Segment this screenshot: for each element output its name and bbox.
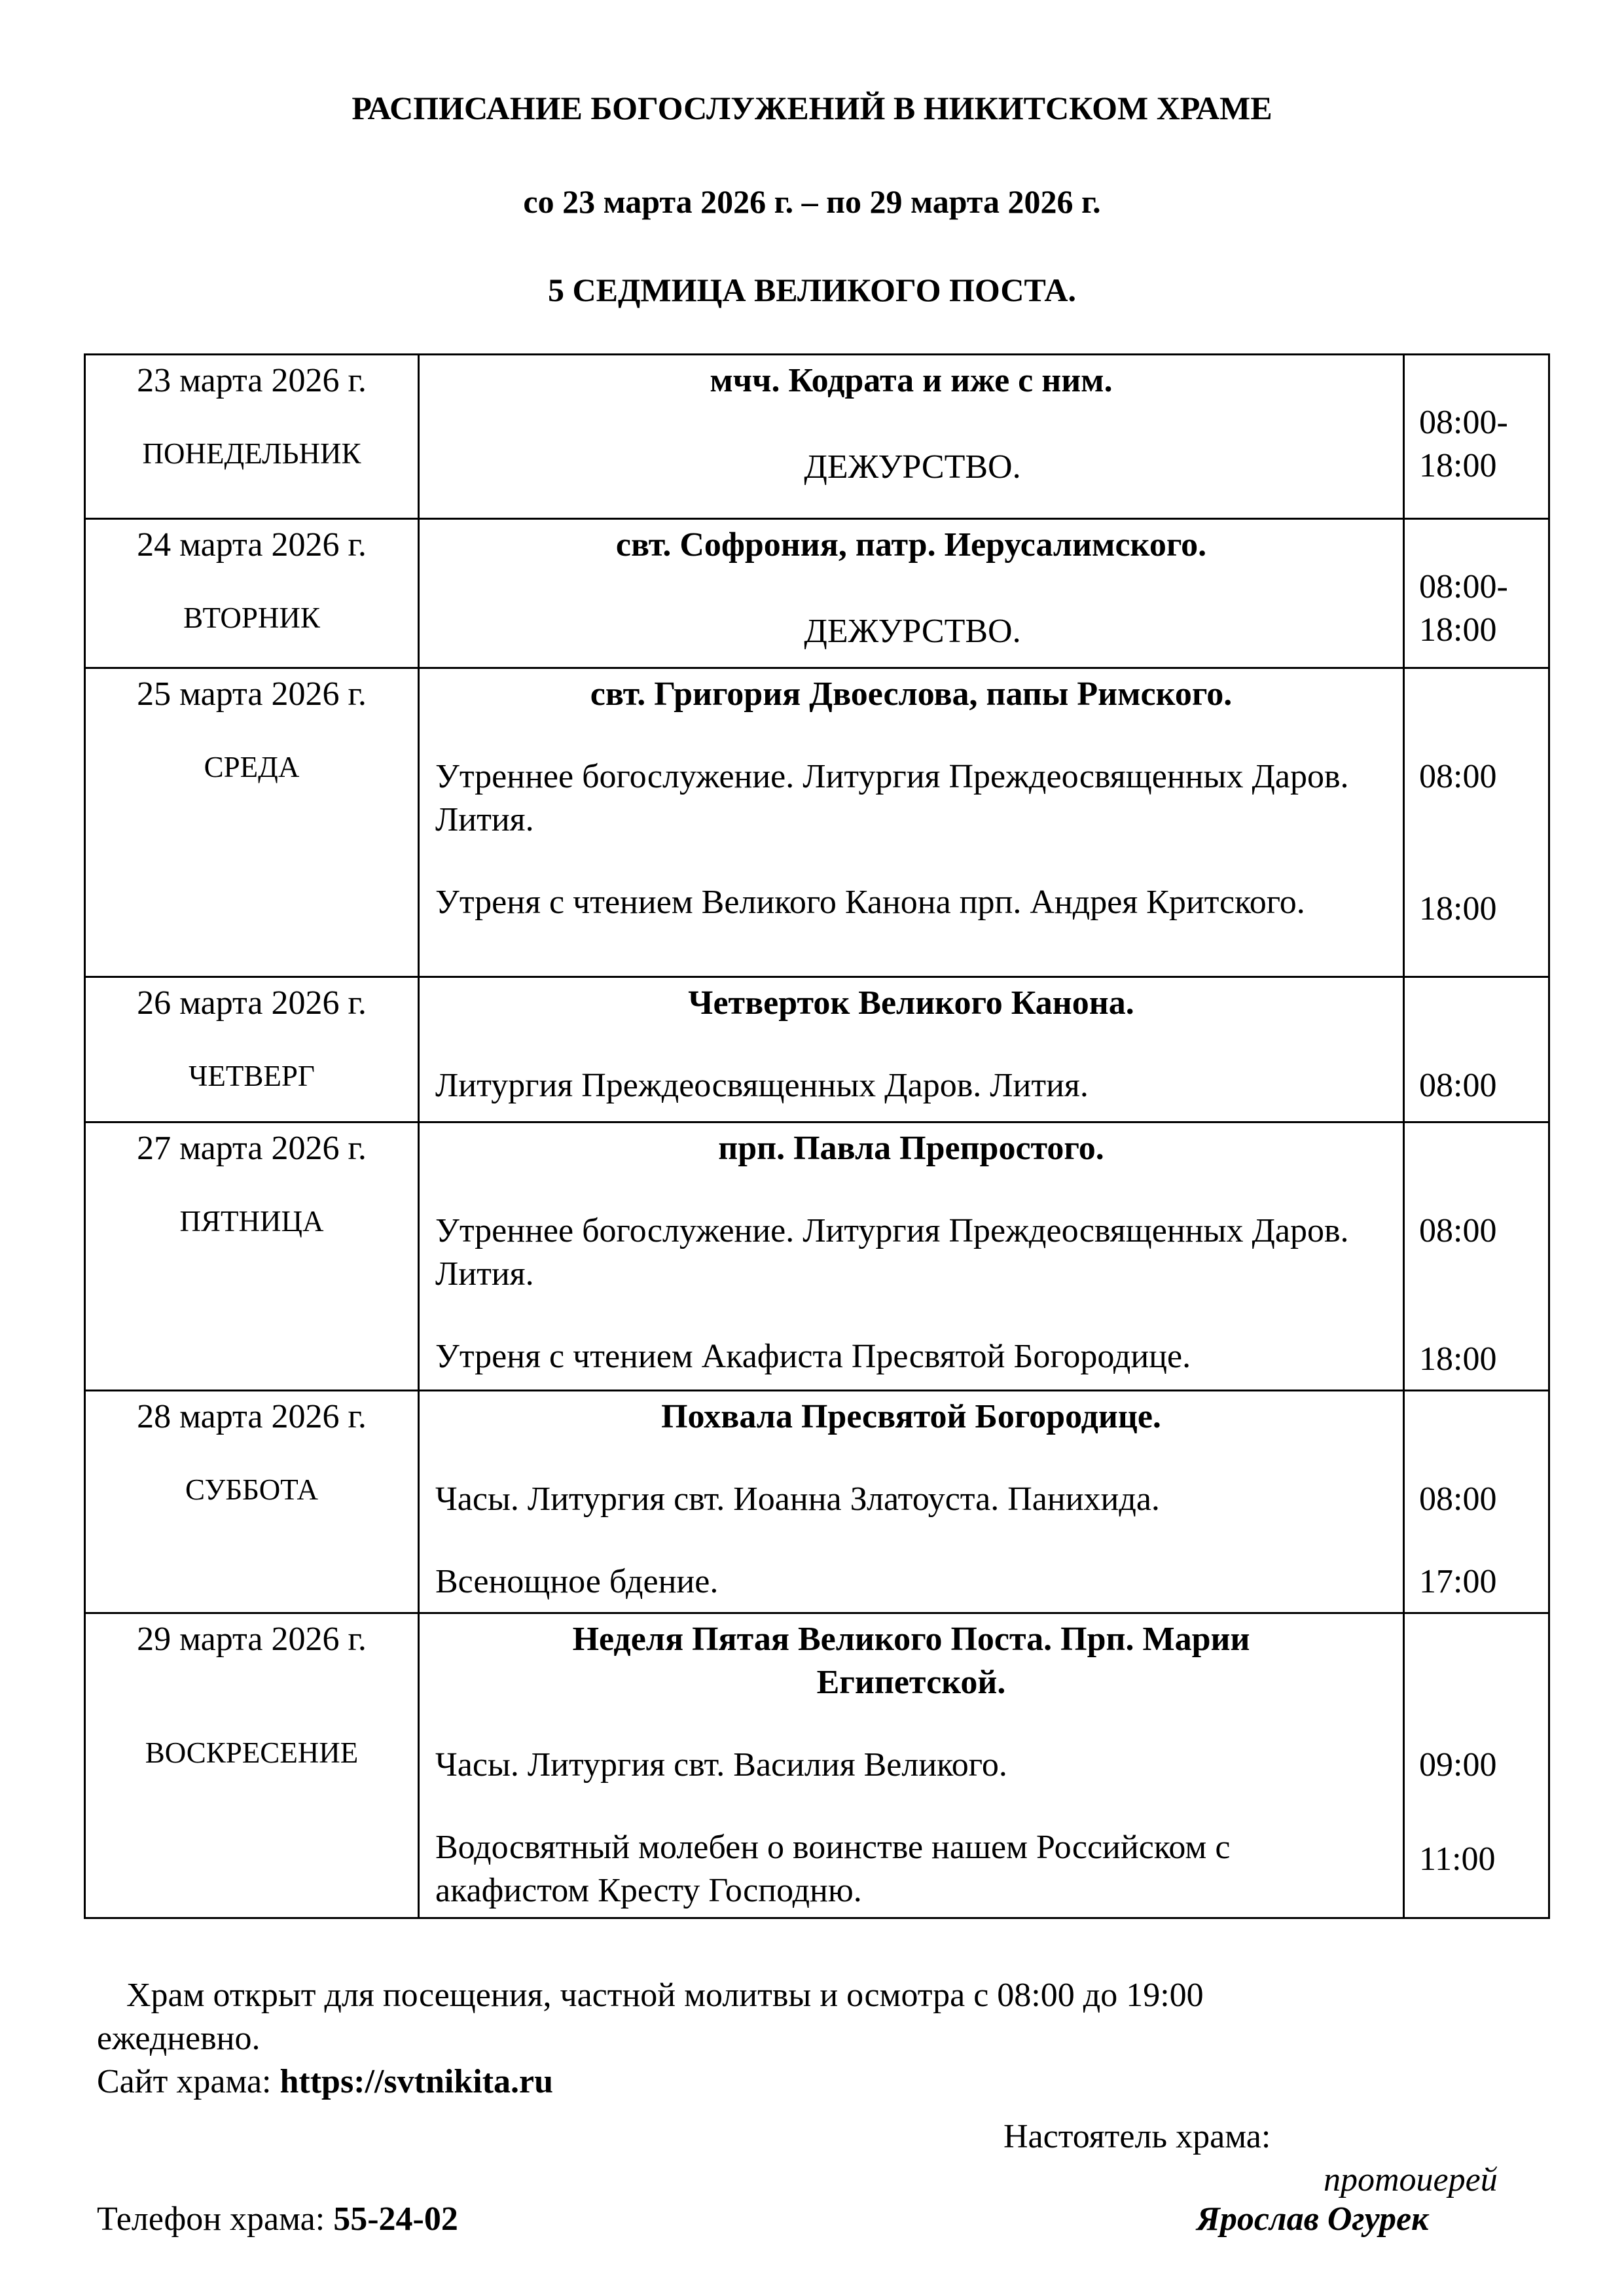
- day-weekday: СУББОТА: [185, 1473, 318, 1506]
- table-row: [85, 1391, 1549, 1613]
- time-cell: [1404, 1122, 1549, 1391]
- feast-title: свт. Григория Двоеслова, папы Римского.: [590, 675, 1233, 713]
- service-time: 08:00-18:00: [1419, 404, 1508, 484]
- service-text: Утреннее богослужение. Литургия Преждеосвященных Даров. Лития.: [435, 758, 1349, 838]
- week-title: 5 СЕДМИЦА ВЕЛИКОГО ПОСТА.: [548, 272, 1076, 308]
- date-cell: [85, 1391, 419, 1613]
- time-cell: [1404, 355, 1549, 519]
- service-time: 11:00: [1419, 1840, 1496, 1878]
- service-cell: [419, 668, 1404, 977]
- table-row: [85, 977, 1549, 1122]
- date-cell: [85, 519, 419, 668]
- service-time: 08:00: [1419, 758, 1497, 795]
- time-cell: [1404, 519, 1549, 668]
- table-row: [85, 668, 1549, 977]
- date-cell: [85, 1122, 419, 1391]
- service-time: 09:00: [1419, 1746, 1497, 1784]
- day-weekday: ПОНЕДЕЛЬНИК: [142, 437, 361, 470]
- feast-title: Неделя Пятая Великого Поста. Прп. Марии Египетской.: [572, 1621, 1250, 1701]
- schedule-table: [84, 353, 1550, 1919]
- service-cell: [419, 519, 1404, 668]
- service-text: Литургия Преждеосвященных Даров. Лития.: [435, 1067, 1089, 1104]
- service-cell: [419, 1122, 1404, 1391]
- rector-label: Настоятель храма:: [1003, 2118, 1271, 2155]
- feast-title: мчч. Кодрата и иже с ним.: [710, 362, 1113, 399]
- page-title: РАСПИСАНИЕ БОГОСЛУЖЕНИЙ В НИКИТСКОМ ХРАМЕ: [352, 90, 1272, 126]
- service-text: Утреннее богослужение. Литургия Преждеосвященных Даров. Лития.: [435, 1212, 1349, 1293]
- open-hours-text-2: ежедневно.: [97, 2020, 261, 2057]
- day-date: 28 марта 2026 г.: [137, 1398, 367, 1435]
- day-date: 23 марта 2026 г.: [137, 362, 367, 399]
- day-weekday: ЧЕТВЕРГ: [189, 1060, 315, 1092]
- service-time: 18:00: [1419, 1340, 1497, 1378]
- date-cell: [85, 1613, 419, 1918]
- service-text: Водосвятный молебен о воинстве нашем Российском с акафистом Кресту Господню.: [435, 1829, 1231, 1909]
- date-cell: [85, 977, 419, 1122]
- feast-title: свт. Софрония, патр. Иерусалимского.: [615, 526, 1207, 564]
- time-cell: [1404, 1613, 1549, 1918]
- service-time: 08:00: [1419, 1480, 1497, 1518]
- day-date: 25 марта 2026 г.: [137, 675, 367, 713]
- day-date: 24 марта 2026 г.: [137, 526, 367, 564]
- service-time: 08:00: [1419, 1212, 1497, 1249]
- open-hours-text: Храм открыт для посещения, частной молитвы и осмотра с 08:00 до 19:00: [126, 1977, 1204, 2014]
- service-cell: [419, 1613, 1404, 1918]
- service-text: Всенощное бдение.: [435, 1563, 719, 1600]
- service-text: ДЕЖУРСТВО.: [804, 448, 1021, 486]
- phone-line: [97, 2199, 458, 2240]
- service-text: ДЕЖУРСТВО.: [804, 613, 1021, 650]
- service-text: Утреня с чтением Великого Канона прп. Андрея Критского.: [435, 884, 1305, 921]
- date-cell: [85, 668, 419, 977]
- day-date: 26 марта 2026 г.: [137, 984, 367, 1022]
- service-time: 18:00: [1419, 890, 1497, 927]
- service-time: 17:00: [1419, 1563, 1497, 1600]
- day-weekday: ПЯТНИЦА: [179, 1205, 324, 1238]
- service-time: 08:00: [1419, 1067, 1497, 1104]
- rector-name: Ярослав Огурек: [1197, 2200, 1429, 2238]
- feast-title: Четверток Великого Канона.: [688, 984, 1134, 1022]
- table-row: [85, 355, 1549, 519]
- rector-rank: протоиерей: [1324, 2161, 1498, 2198]
- day-weekday: ВТОРНИК: [183, 601, 320, 634]
- table-row: [85, 519, 1549, 668]
- service-time: 08:00-18:00: [1419, 568, 1508, 649]
- time-cell: [1404, 977, 1549, 1122]
- service-cell: [419, 977, 1404, 1122]
- service-cell: [419, 1391, 1404, 1613]
- day-weekday: СРЕДА: [204, 751, 300, 783]
- day-date: 29 марта 2026 г.: [137, 1621, 367, 1658]
- schedule-period: со 23 марта 2026 г. – по 29 марта 2026 г.: [523, 183, 1101, 220]
- service-text: Часы. Литургия свт. Иоанна Златоуста. Панихида.: [435, 1480, 1160, 1518]
- day-date: 27 марта 2026 г.: [137, 1130, 367, 1167]
- table-row: [85, 1613, 1549, 1918]
- site-label: Сайт храма:: [97, 2063, 280, 2100]
- table-row: [85, 1122, 1549, 1391]
- feast-title: Похвала Пресвятой Богородице.: [661, 1398, 1161, 1435]
- service-text: Часы. Литургия свт. Василия Великого.: [435, 1746, 1007, 1784]
- day-weekday: ВОСКРЕСЕНИЕ: [145, 1736, 359, 1769]
- phone-label: Телефон храма:: [97, 2200, 334, 2238]
- date-cell: [85, 355, 419, 519]
- site-line: [97, 2062, 553, 2102]
- service-cell: [419, 355, 1404, 519]
- feast-title: прп. Павла Препростого.: [718, 1130, 1104, 1167]
- phone-number[interactable]: 55-24-02: [333, 2200, 458, 2238]
- time-cell: [1404, 668, 1549, 977]
- service-text: Утреня с чтением Акафиста Пресвятой Богородице.: [435, 1338, 1191, 1375]
- time-cell: [1404, 1391, 1549, 1613]
- site-url[interactable]: https://svtnikita.ru: [280, 2063, 554, 2100]
